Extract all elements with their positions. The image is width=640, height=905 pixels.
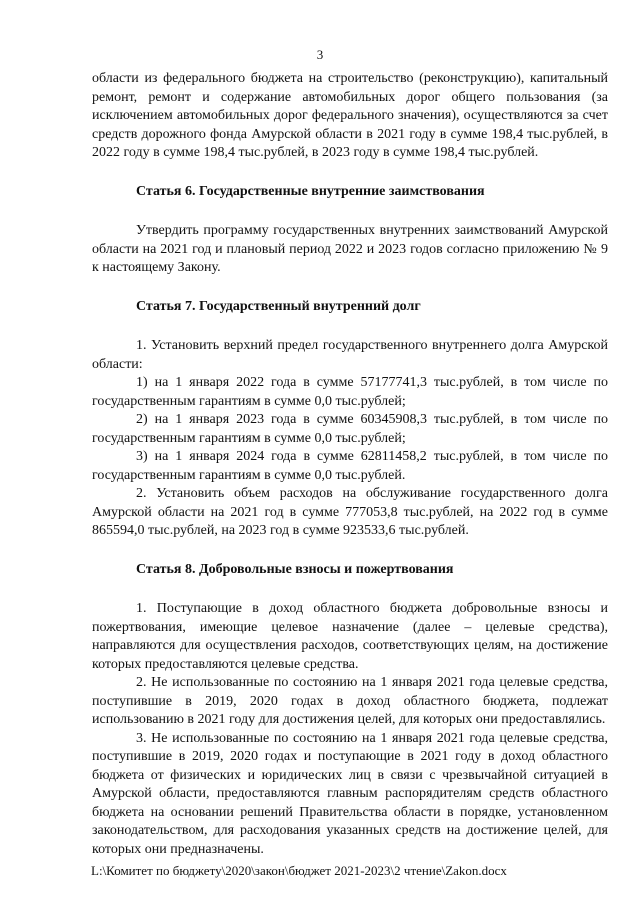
paragraph-borrowing-program: Утвердить программу государственных внутренних заимствований Амурской области на 2021 год и плановый период 2022 и 2023 годов согласно приложению № 9 к настоящему Закону. <box>92 223 608 275</box>
paragraph-debt-limit: 1. Установить верхний предел государственного внутреннего долга Амурской области: <box>92 338 608 372</box>
heading-article-7: Статья 7. Государственный внутренний долг <box>136 298 421 314</box>
paragraph-debt-service: 2. Установить объем расходов на обслуживание государственного долга Амурской области на 2021 год в сумме 777053,8 тыс.рублей, на 2022 год в сумме 865594,0 тыс.рублей, на 2023 год в сумме 923533,6 тыс.рублей. <box>92 486 608 538</box>
heading-article-6: Статья 6. Государственные внутренние заимствования <box>136 183 485 199</box>
heading-article-8: Статья 8. Добровольные взносы и пожертвования <box>136 561 454 577</box>
paragraph-debt-2024: 3) на 1 января 2024 года в сумме 62811458,2 тыс.рублей, в том числе по государственным гарантиям в сумме 0,0 тыс.рублей. <box>92 449 608 483</box>
footer-file-path: L:\Комитет по бюджету\2020\закон\бюджет 2021-2023\2 чтение\Zakon.docx <box>91 863 507 878</box>
paragraph-donations-3: 3. Не использованные по состоянию на 1 января 2021 года целевые средства, поступившие в 2019, 2020 годах и поступающие в 2021 году в доход областного бюджета от физических и юридических лиц в связи с чрезвычайной ситуацией в Амурской области, предоставляются главным распорядителям средств областного бюджета на основании решений Правительства области в порядке, установленном законодательством, для расходования указанных средств на достижение целей, для которых они предназначены. <box>92 730 608 857</box>
page-number: 3 <box>316 47 324 62</box>
paragraph-debt-2022: 1) на 1 января 2022 года в сумме 57177741,3 тыс.рублей, в том числе по государственным гарантиям в сумме 0,0 тыс.рублей; <box>92 375 608 409</box>
paragraph-debt-2023: 2) на 1 января 2023 года в сумме 60345908,3 тыс.рублей, в том числе по государственным гарантиям в сумме 0,0 тыс.рублей; <box>92 412 608 446</box>
paragraph-donations-2: 2. Не использованные по состоянию на 1 января 2021 года целевые средства, поступившие в 2019, 2020 годах в доход областного бюджета, подлежат использованию в 2021 году для достижения целей, для которых они предоставлялись. <box>92 675 608 727</box>
paragraph-donations-1: 1. Поступающие в доход областного бюджета добровольные взносы и пожертвования, имеющие целевое назначение (далее – целевые средства), направляются для осуществления расходов, соответствующих целям, на достижение которых предоставляются целевые средства. <box>92 601 608 672</box>
document-body <box>92 70 608 859</box>
paragraph-road-fund: области из федерального бюджета на строительство (реконструкцию), капитальный ремонт, ремонт и содержание автомобильных дорог общего пользования (за исключением автомобильных дорог федерального значения), осуществляются за счет средств дорожного фонда Амурской области в 2021 году в сумме 198,4 тыс.рублей, в 2022 году в сумме 198,4 тыс.рублей, в 2023 году в сумме 198,4 тыс.рублей. <box>92 71 608 160</box>
